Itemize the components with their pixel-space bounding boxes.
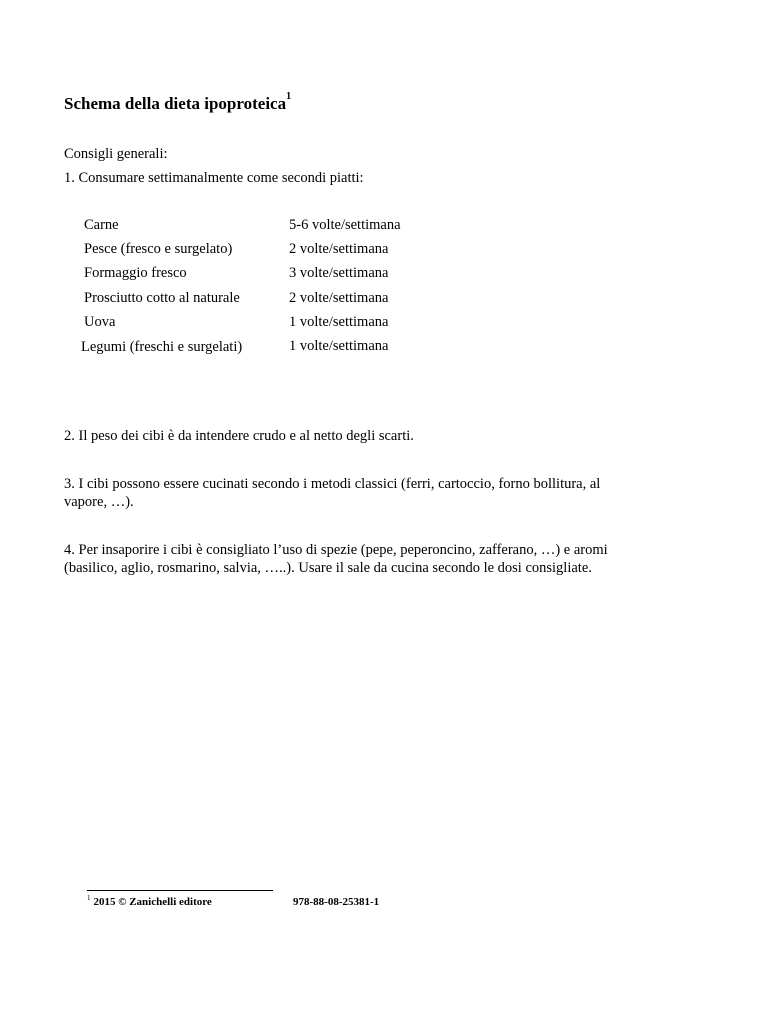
food-frequency: 2 volte/settimana — [289, 241, 389, 258]
food-name: Carne — [84, 217, 119, 233]
food-frequency: 3 volte/settimana — [289, 265, 389, 282]
title-footnote-mark: 1 — [286, 91, 292, 102]
food-name: Prosciutto cotto al naturale — [84, 289, 240, 306]
food-name: Uova — [84, 313, 116, 330]
footnote-separator — [87, 890, 273, 891]
food-name: Legumi (freschi e surgelati) — [81, 338, 243, 355]
intro-label: Consigli generali: — [64, 146, 168, 162]
food-frequency: 1 volte/settimana — [289, 337, 389, 354]
food-name: Formaggio fresco — [84, 265, 187, 282]
food-name: Pesce (fresco e surgelato) — [84, 241, 233, 258]
advice-item-2: 2. Il peso dei cibi è da intendere crudo e al netto degli scarti. — [64, 428, 414, 444]
footnote-mark: 1 — [87, 894, 91, 902]
advice-item-1: 1. Consumare settimanalmente come secondi piatti: — [64, 170, 364, 186]
footnote-publisher: $^1$ 2015 © Zanichelli editore — [87, 894, 212, 908]
food-frequency: 5-6 volte/settimana — [289, 217, 401, 233]
food-frequency: 1 volte/settimana — [289, 313, 389, 330]
advice-item-3: 3. I cibi possono essere cucinati secondo i metodi classici (ferri, cartoccio, forno bollitura, al vapore, …). — [64, 476, 601, 510]
footnote-isbn: 978-88-08-25381-1 — [293, 896, 380, 908]
advice-item-4: 4. Per insaporire i cibi è consigliato l’uso di spezie (pepe, peperoncino, zafferano, …) e aromi (basilico, aglio, rosmarino, salvia, …..). Usare il sale da cucina secondo le dosi consigliate. — [64, 542, 608, 576]
food-frequency: 2 volte/settimana — [289, 289, 389, 306]
document-title: Schema della dieta ipoproteica$^1$ — [64, 91, 292, 113]
